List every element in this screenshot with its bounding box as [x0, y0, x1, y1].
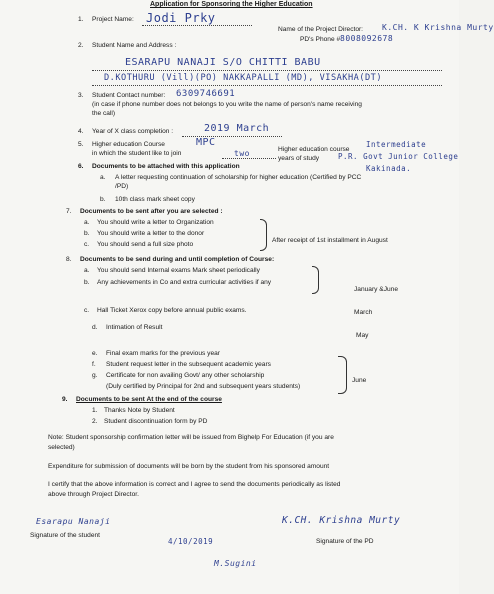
- course2-label-line2: years of study: [278, 155, 320, 162]
- bottom-handwritten-name: M.Sugini: [214, 559, 257, 568]
- section8-f-letter: f.: [92, 361, 96, 368]
- section9-2-number: 2.: [92, 418, 98, 425]
- contact-label: Student Contact number:: [92, 92, 166, 99]
- section8-january: January &June: [354, 286, 398, 293]
- course2-value-line1: Intermediate: [366, 140, 427, 149]
- course-label-line2: in which the student like to join: [92, 150, 182, 157]
- project-name-label: Project Name:: [92, 16, 134, 23]
- section7-b: You should write a letter to the donor: [97, 230, 205, 237]
- student-signature-label: Signature of the student: [30, 532, 101, 539]
- section9-1-number: 1.: [92, 407, 98, 414]
- course2-label-line1: Higher education course: [278, 146, 350, 153]
- section8-efg-brace: [338, 356, 347, 394]
- section8-g-cont: (Duly certified by Principal for 2nd and subsequent years students): [106, 383, 301, 390]
- pd-phone-value: 8008092678: [340, 34, 394, 43]
- item-number-4: 4.: [78, 128, 84, 135]
- year-label: Year of X class completion :: [92, 128, 174, 135]
- course-label-line1: Higher education Course: [92, 141, 165, 148]
- student-name-label: Student Name and Address :: [92, 42, 177, 49]
- section8-may: May: [356, 332, 369, 339]
- form-title: Application for Sponsoring the Higher Education: [150, 1, 313, 8]
- pd-signature: K.CH. Krishna Murty: [282, 515, 401, 526]
- note-line1: Note: Student sponsorship confirmation letter will be issued from Bighelp For Education (if you are: [48, 434, 334, 441]
- student-line1-rule: [92, 70, 442, 71]
- section8-b-letter: b.: [84, 279, 90, 286]
- section8-g-letter: g.: [92, 372, 98, 379]
- student-line2-rule: [92, 85, 442, 86]
- section8-d-letter: d.: [92, 324, 98, 331]
- item-number-8: 8.: [66, 256, 72, 263]
- section8-d: Intimation of Result: [106, 324, 163, 331]
- item-number-7: 7.: [66, 208, 72, 215]
- section7-b-letter: b.: [84, 230, 90, 237]
- project-name-value: Jodi Prky: [146, 11, 216, 25]
- item-number-6: 6.: [78, 163, 84, 170]
- section7-c-letter: c.: [84, 241, 90, 248]
- course2-value-line2: P.R. Govt Junior College: [338, 152, 459, 161]
- section6-a-cont: /PD): [115, 183, 129, 190]
- section6-b: 10th class mark sheet copy: [115, 196, 195, 203]
- contact-note-line2: the call): [92, 110, 116, 117]
- certification-line1: I certify that the above information is correct and I agree to send the documents periodically as listed: [48, 481, 341, 488]
- section7-c: You should send a full size photo: [97, 241, 194, 248]
- section9-2: Student discontinuation form by PD: [104, 418, 208, 425]
- course2-value-line3: Kakinada.: [366, 164, 412, 173]
- director-label: Name of the Project Director:: [278, 26, 364, 33]
- section8-march: March: [354, 309, 373, 316]
- section8-g: Certificate for non availing Govt/ any other scholarship: [106, 372, 265, 379]
- section8-e-letter: e.: [92, 350, 98, 357]
- section8-c-letter: c.: [84, 307, 90, 314]
- note-line2: selected): [48, 444, 75, 451]
- signature-date: 4/10/2019: [168, 537, 214, 546]
- contact-value: 6309746691: [176, 89, 236, 99]
- item-number-1: 1.: [78, 16, 84, 23]
- section7-a: You should write a letter to Organization: [97, 219, 214, 226]
- section8-heading: Documents to be send during and until completion of Course:: [80, 256, 275, 263]
- item-number-3: 3.: [78, 92, 84, 99]
- course-value: MPC: [196, 137, 216, 148]
- student-name-line1: ESARAPU NANAJI S/O CHITTI BABU: [125, 57, 321, 68]
- years-rule: [222, 158, 276, 159]
- certification-line2: above through Project Director.: [48, 491, 139, 498]
- section8-c: Hall Ticket Xerox copy before annual public exams.: [97, 307, 247, 314]
- item-number-9: 9.: [62, 396, 68, 403]
- section6-a: A letter requesting continuation of scholarship for higher education (Certified by PCC: [115, 174, 362, 181]
- section7-a-letter: a.: [84, 219, 90, 226]
- section8-ab-brace: [312, 266, 319, 294]
- year-value: 2019 March: [204, 123, 270, 134]
- section8-june: June: [352, 377, 367, 384]
- section8-a-letter: a.: [84, 267, 90, 274]
- section7-heading: Documents to be sent after you are selected :: [80, 208, 223, 215]
- section9-heading: Documents to be sent At the end of the course: [76, 396, 222, 403]
- item-number-2: 2.: [78, 42, 84, 49]
- section8-b: Any achievements in Co and extra curricular activities if any: [97, 279, 272, 286]
- contact-note-line1: (in case if phone number does not belongs to you write the name of person's name receiving: [92, 101, 362, 108]
- student-name-line2: D.KOTHURU (Vill)(PO) NAKKAPALLI (MD), VISAKHA(DT): [104, 73, 383, 83]
- section8-e: Final exam marks for the previous year: [106, 350, 220, 357]
- section7-note: After receipt of 1st installment in August: [272, 237, 388, 244]
- section8-f: Student request letter in the subsequent academic years: [106, 361, 271, 368]
- director-value: K.CH. K Krishna Murty: [382, 23, 494, 32]
- years-value: two: [234, 149, 250, 158]
- student-signature: Esarapu Nanaji: [36, 517, 111, 526]
- section6-b-letter: b.: [100, 196, 106, 203]
- section8-a: You should send Internal exams Mark sheet periodically: [97, 267, 260, 274]
- section7-brace: [260, 219, 267, 251]
- pd-signature-label: Signature of the PD: [316, 538, 374, 545]
- project-name-line: [142, 25, 252, 26]
- pd-phone-label: PD's Phone #: [300, 36, 341, 43]
- section6-heading: Documents to be attached with this application: [92, 163, 240, 170]
- section9-1: Thanks Note by Student: [104, 407, 175, 414]
- section6-a-letter: a.: [100, 174, 106, 181]
- item-number-5: 5.: [78, 141, 84, 148]
- expenditure-note: Expenditure for submission of documents will be born by the student from his sponsored amount: [48, 463, 330, 470]
